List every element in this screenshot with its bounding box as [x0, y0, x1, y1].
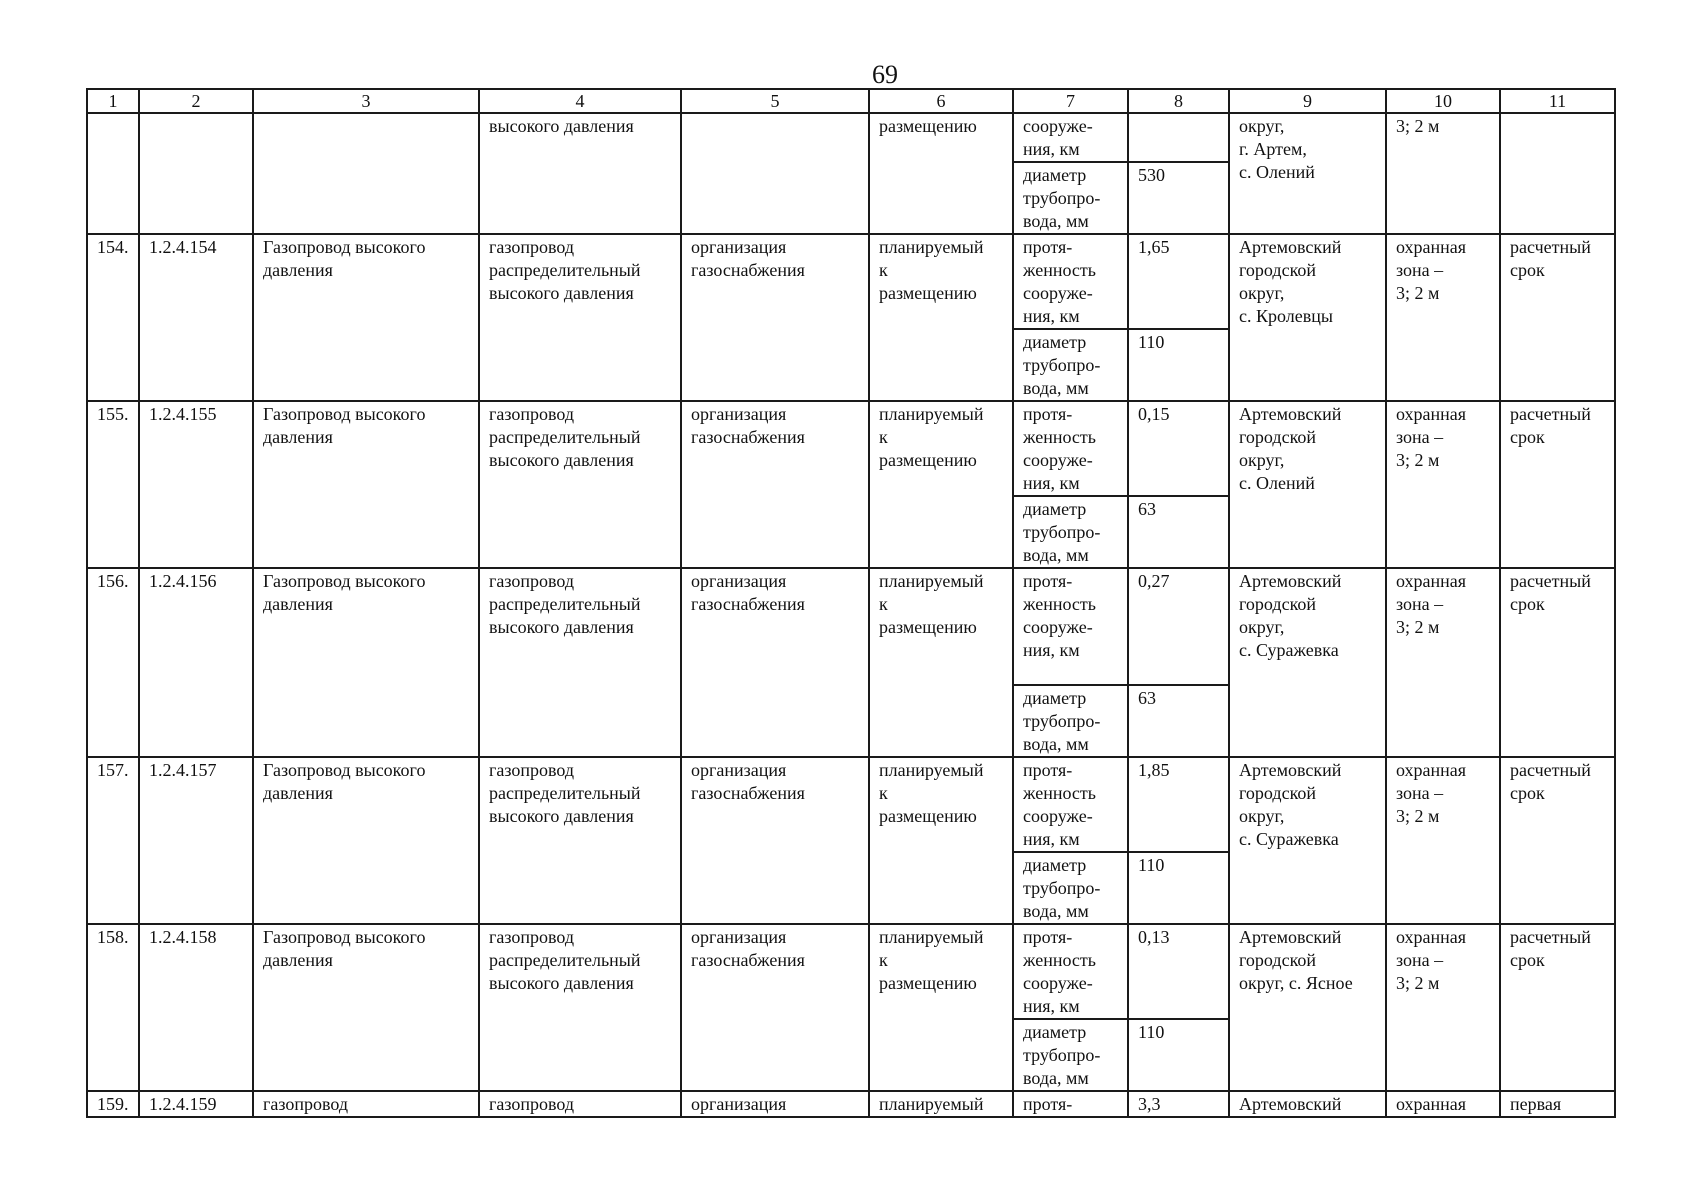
cell-purpose: организация газоснабжения: [681, 234, 869, 401]
cell-term: расчетный срок: [1500, 924, 1615, 1091]
cell-location: Артемовский городской округ, с. Ясное: [1229, 924, 1386, 1091]
cell-code: 1.2.4.158: [139, 924, 253, 1091]
col-header: 11: [1500, 89, 1615, 113]
cell-name: Газопровод высокого давления: [253, 924, 479, 1091]
cell-param-diameter: диаметр трубопро- вода, мм: [1013, 329, 1128, 401]
cell-value-diameter: 63: [1128, 496, 1229, 568]
col-header: 7: [1013, 89, 1128, 113]
cell-name: [253, 113, 479, 234]
cell-name: Газопровод высокого давления: [253, 568, 479, 757]
cell-code: 1.2.4.154: [139, 234, 253, 401]
cell-param-diameter: диаметр трубопро- вода, мм: [1013, 685, 1128, 757]
cell-value-length: 0,13: [1128, 924, 1229, 1019]
cell-name: Газопровод высокого давления: [253, 401, 479, 568]
objects-table: [86, 88, 1616, 1118]
cell-status: планируемый к размещению: [869, 401, 1013, 568]
cell-location: Артемовский городской округ, с. Суражевка: [1229, 568, 1386, 757]
cell-zone: охранная зона – 3; 2 м: [1386, 757, 1500, 924]
cell-status: планируемый к размещению: [869, 924, 1013, 1091]
cell-code: [139, 113, 253, 234]
cell-zone: охранная зона – 3; 2 м: [1386, 401, 1500, 568]
cell-status: планируемый к размещению: [869, 568, 1013, 757]
col-header: 2: [139, 89, 253, 113]
cell-location: округ, г. Артем, с. Олений: [1229, 113, 1386, 234]
cell-value-diameter: 530: [1128, 162, 1229, 234]
cell-type: газопровод распределительный высокого давления: [479, 568, 681, 757]
cell-value-diameter: 63: [1128, 685, 1229, 757]
table-row: [87, 757, 1615, 852]
cell-zone: охранная зона – 3; 2 м: [1386, 234, 1500, 401]
cell-type: высокого давления: [479, 113, 681, 234]
cell-term: [1500, 113, 1615, 234]
cell-value-length: 1,85: [1128, 757, 1229, 852]
cell-purpose: организация газоснабжения: [681, 568, 869, 757]
col-header: 10: [1386, 89, 1500, 113]
cell-term: расчетный срок: [1500, 401, 1615, 568]
cell-zone: охранная: [1386, 1091, 1500, 1117]
cell-num: 154.: [87, 234, 139, 401]
cell-param-length: протя- женность сооруже- ния, км: [1013, 234, 1128, 329]
cell-value-length: 0,27: [1128, 568, 1229, 685]
cell-name: газопровод: [253, 1091, 479, 1117]
cell-location: Артемовский городской округ, с. Суражевка: [1229, 757, 1386, 924]
cell-term: расчетный срок: [1500, 568, 1615, 757]
cell-param-length: сооруже- ния, км: [1013, 113, 1128, 162]
cell-param-diameter: диаметр трубопро- вода, мм: [1013, 1019, 1128, 1091]
cell-location: Артемовский: [1229, 1091, 1386, 1117]
cell-type: газопровод распределительный высокого давления: [479, 234, 681, 401]
table-row: [87, 401, 1615, 496]
cell-purpose: [681, 113, 869, 234]
cell-param-length: протя-: [1013, 1091, 1128, 1117]
cell-purpose: организация газоснабжения: [681, 924, 869, 1091]
cell-num: 155.: [87, 401, 139, 568]
cell-name: Газопровод высокого давления: [253, 757, 479, 924]
table-row: [87, 234, 1615, 329]
table-row-partial: [87, 1091, 1615, 1117]
cell-param-length: протя- женность сооруже- ния, км: [1013, 568, 1128, 685]
cell-type: газопровод распределительный высокого давления: [479, 757, 681, 924]
column-number-row: [87, 89, 1615, 113]
col-header: 3: [253, 89, 479, 113]
continuation-row: [87, 113, 1615, 162]
cell-code: 1.2.4.159: [139, 1091, 253, 1117]
col-header: 6: [869, 89, 1013, 113]
cell-value-diameter: 110: [1128, 1019, 1229, 1091]
col-header: 4: [479, 89, 681, 113]
cell-term: расчетный срок: [1500, 757, 1615, 924]
cell-name: Газопровод высокого давления: [253, 234, 479, 401]
table-row: [87, 924, 1615, 1019]
col-header: 5: [681, 89, 869, 113]
cell-value-length: 3,3: [1128, 1091, 1229, 1117]
cell-status: планируемый к размещению: [869, 757, 1013, 924]
cell-param-diameter: диаметр трубопро- вода, мм: [1013, 852, 1128, 924]
cell-code: 1.2.4.155: [139, 401, 253, 568]
col-header: 1: [87, 89, 139, 113]
cell-param-length: протя- женность сооруже- ния, км: [1013, 924, 1128, 1019]
cell-code: 1.2.4.156: [139, 568, 253, 757]
cell-param-length: протя- женность сооруже- ния, км: [1013, 401, 1128, 496]
cell-value-diameter: 110: [1128, 852, 1229, 924]
cell-num: 156.: [87, 568, 139, 757]
col-header: 9: [1229, 89, 1386, 113]
cell-zone: охранная зона – 3; 2 м: [1386, 924, 1500, 1091]
cell-location: Артемовский городской округ, с. Кролевцы: [1229, 234, 1386, 401]
table-row: [87, 568, 1615, 685]
col-header: 8: [1128, 89, 1229, 113]
cell-zone: 3; 2 м: [1386, 113, 1500, 234]
cell-value-diameter: 110: [1128, 329, 1229, 401]
cell-param-length: протя- женность сооруже- ния, км: [1013, 757, 1128, 852]
cell-status: планируемый: [869, 1091, 1013, 1117]
cell-num: 158.: [87, 924, 139, 1091]
cell-purpose: организация газоснабжения: [681, 401, 869, 568]
cell-value-length: 0,15: [1128, 401, 1229, 496]
cell-param-diameter: диаметр трубопро- вода, мм: [1013, 162, 1128, 234]
cell-value-length: [1128, 113, 1229, 162]
cell-term: расчетный срок: [1500, 234, 1615, 401]
cell-status: планируемый к размещению: [869, 234, 1013, 401]
cell-type: газопровод распределительный высокого давления: [479, 401, 681, 568]
cell-purpose: организация: [681, 1091, 869, 1117]
cell-type: газопровод распределительный высокого давления: [479, 924, 681, 1091]
cell-num: [87, 113, 139, 234]
cell-location: Артемовский городской округ, с. Олений: [1229, 401, 1386, 568]
page-number: 69: [872, 60, 898, 89]
cell-num: 159.: [87, 1091, 139, 1117]
cell-num: 157.: [87, 757, 139, 924]
cell-zone: охранная зона – 3; 2 м: [1386, 568, 1500, 757]
cell-param-diameter: диаметр трубопро- вода, мм: [1013, 496, 1128, 568]
cell-code: 1.2.4.157: [139, 757, 253, 924]
cell-purpose: организация газоснабжения: [681, 757, 869, 924]
cell-type: газопровод: [479, 1091, 681, 1117]
cell-status: размещению: [869, 113, 1013, 234]
cell-term: первая: [1500, 1091, 1615, 1117]
cell-value-length: 1,65: [1128, 234, 1229, 329]
